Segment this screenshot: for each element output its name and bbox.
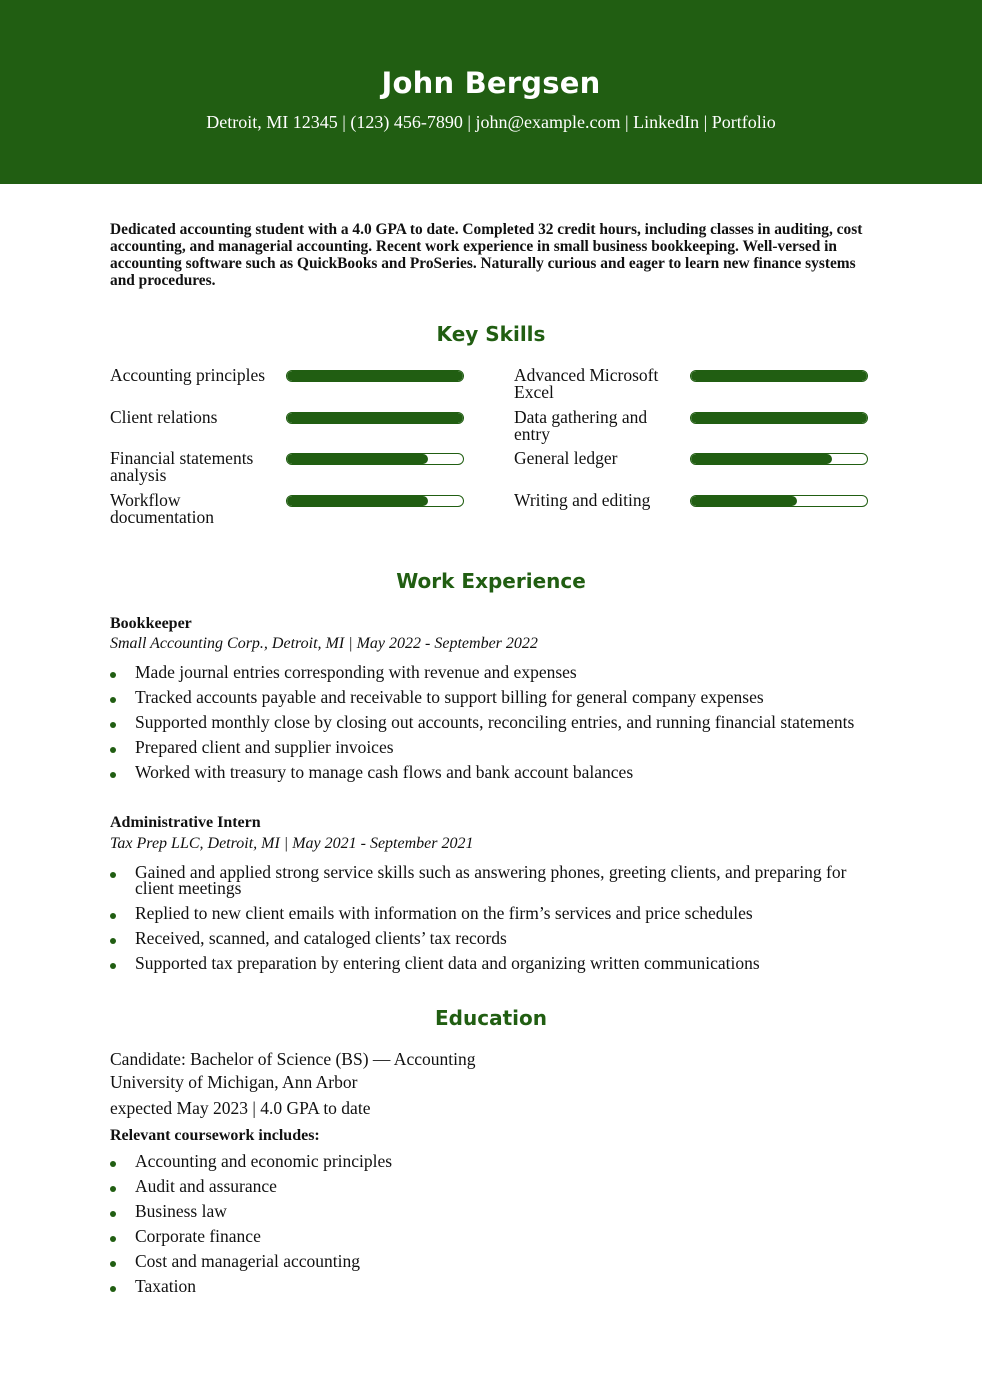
list-item: [110, 930, 870, 946]
bullet-text: Made journal entries corresponding with revenue and expenses: [135, 662, 577, 682]
bullet-text: Supported monthly close by closing out accounts, reconciling entries, and running financial statements: [135, 712, 855, 732]
skill-bar-fill: [287, 496, 428, 506]
skill-item: [514, 492, 894, 532]
bullet-icon: [110, 747, 116, 753]
list-item: [110, 955, 870, 971]
skill-bar-fill: [287, 454, 428, 464]
skill-bar-fill: [691, 454, 832, 464]
coursework-label: Relevant coursework includes:: [110, 1127, 320, 1144]
skill-name: Writing and editing: [514, 490, 651, 510]
bullet-text: Gained and applied strong service skills such as answering phones, greeting clients, and preparing for client meetings: [135, 862, 847, 898]
skill-item: [514, 367, 894, 407]
list-item: [110, 1153, 870, 1169]
skill-bar-fill: [691, 496, 797, 506]
skill-bar: [690, 370, 868, 382]
bullet-icon: [110, 697, 116, 703]
job-title: Bookkeeper: [110, 615, 192, 632]
skill-bar: [286, 412, 464, 424]
key-skills-heading: Key Skills: [436, 322, 546, 346]
skill-bar-fill: [691, 413, 867, 423]
list-item: [110, 714, 870, 730]
bullet-text: Corporate finance: [135, 1226, 261, 1246]
skill-name: Data gathering and entry: [514, 407, 648, 444]
job-bullets: [110, 864, 870, 980]
skill-name: Advanced Microsoft Excel: [514, 365, 659, 402]
list-item: [110, 664, 870, 680]
coursework-list: [110, 1153, 870, 1303]
list-item: [110, 1253, 870, 1269]
job-bullets: [110, 664, 870, 789]
skill-name: Client relations: [110, 407, 218, 427]
list-item: [110, 905, 870, 921]
bullet-icon: [110, 772, 116, 778]
list-item: [110, 1178, 870, 1194]
bullet-icon: [110, 672, 116, 678]
skill-bar: [286, 370, 464, 382]
skill-name: Workflow documentation: [110, 490, 215, 527]
bullet-text: Accounting and economic principles: [135, 1151, 393, 1171]
bullet-icon: [110, 1161, 116, 1167]
skill-item: [110, 492, 490, 532]
bullet-icon: [110, 963, 116, 969]
bullet-icon: [110, 938, 116, 944]
bullet-icon: [110, 1261, 116, 1267]
skill-item: [514, 409, 894, 449]
bullet-icon: [110, 1236, 116, 1242]
job-title: Administrative Intern: [110, 814, 261, 831]
bullet-icon: [110, 872, 116, 878]
bullet-text: Cost and managerial accounting: [135, 1251, 360, 1271]
skill-item: [514, 450, 894, 490]
bullet-icon: [110, 1286, 116, 1292]
skill-bar: [286, 453, 464, 465]
bullet-icon: [110, 913, 116, 919]
skill-bar: [690, 412, 868, 424]
contact-line: Detroit, MI 12345 | (123) 456-7890 | john@example.com | LinkedIn | Portfolio: [206, 112, 776, 132]
skill-bar: [690, 453, 868, 465]
job-meta: Tax Prep LLC, Detroit, MI | May 2021 - September 2021: [110, 835, 474, 852]
list-item: [110, 1278, 870, 1294]
candidate-name: John Bergsen: [381, 66, 601, 100]
school-line: University of Michigan, Ann Arbor: [110, 1072, 358, 1092]
skill-bar-fill: [691, 371, 867, 381]
list-item: [110, 864, 870, 896]
skill-bar: [286, 495, 464, 507]
bullet-text: Worked with treasury to manage cash flows and bank account balances: [135, 762, 634, 782]
bullet-icon: [110, 722, 116, 728]
bullet-text: Received, scanned, and cataloged clients’ tax records: [135, 928, 507, 948]
work-experience-heading: Work Experience: [396, 569, 586, 593]
skill-item: [110, 409, 490, 449]
bullet-text: Audit and assurance: [135, 1176, 277, 1196]
skill-bar-fill: [287, 413, 463, 423]
bullet-text: Business law: [135, 1201, 227, 1221]
list-item: [110, 1228, 870, 1244]
skill-item: [110, 367, 490, 407]
bullet-text: Taxation: [135, 1276, 196, 1296]
resume-header: [0, 0, 982, 184]
degree-line: Candidate: Bachelor of Science (BS) — Accounting: [110, 1049, 476, 1069]
job-meta: Small Accounting Corp., Detroit, MI | May 2022 - September 2022: [110, 635, 538, 652]
skill-name: Financial statements analysis: [110, 448, 254, 485]
list-item: [110, 764, 870, 780]
skill-name: Accounting principles: [110, 365, 266, 385]
education-heading: Education: [435, 1006, 547, 1030]
skill-bar: [690, 495, 868, 507]
dates-line: expected May 2023 | 4.0 GPA to date: [110, 1098, 371, 1118]
list-item: [110, 689, 870, 705]
list-item: [110, 739, 870, 755]
skill-name: General ledger: [514, 448, 618, 468]
bullet-text: Supported tax preparation by entering client data and organizing written communications: [135, 953, 760, 973]
bullet-icon: [110, 1211, 116, 1217]
bullet-text: Tracked accounts payable and receivable to support billing for general company expenses: [135, 687, 764, 707]
skill-bar-fill: [287, 371, 463, 381]
list-item: [110, 1203, 870, 1219]
bullet-icon: [110, 1186, 116, 1192]
bullet-text: Replied to new client emails with information on the firm’s services and price schedules: [135, 903, 753, 923]
bullet-text: Prepared client and supplier invoices: [135, 737, 394, 757]
summary-paragraph: Dedicated accounting student with a 4.0 GPA to date. Completed 32 credit hours, including classes in auditing, cost accounting, and managerial accounting. Recent work experience in small business bookkeeping. Well-versed in accounting software such as QuickBooks and ProSeries. Naturally curious and eager to learn new finance systems and procedures.: [110, 221, 863, 289]
skill-item: [110, 450, 490, 490]
